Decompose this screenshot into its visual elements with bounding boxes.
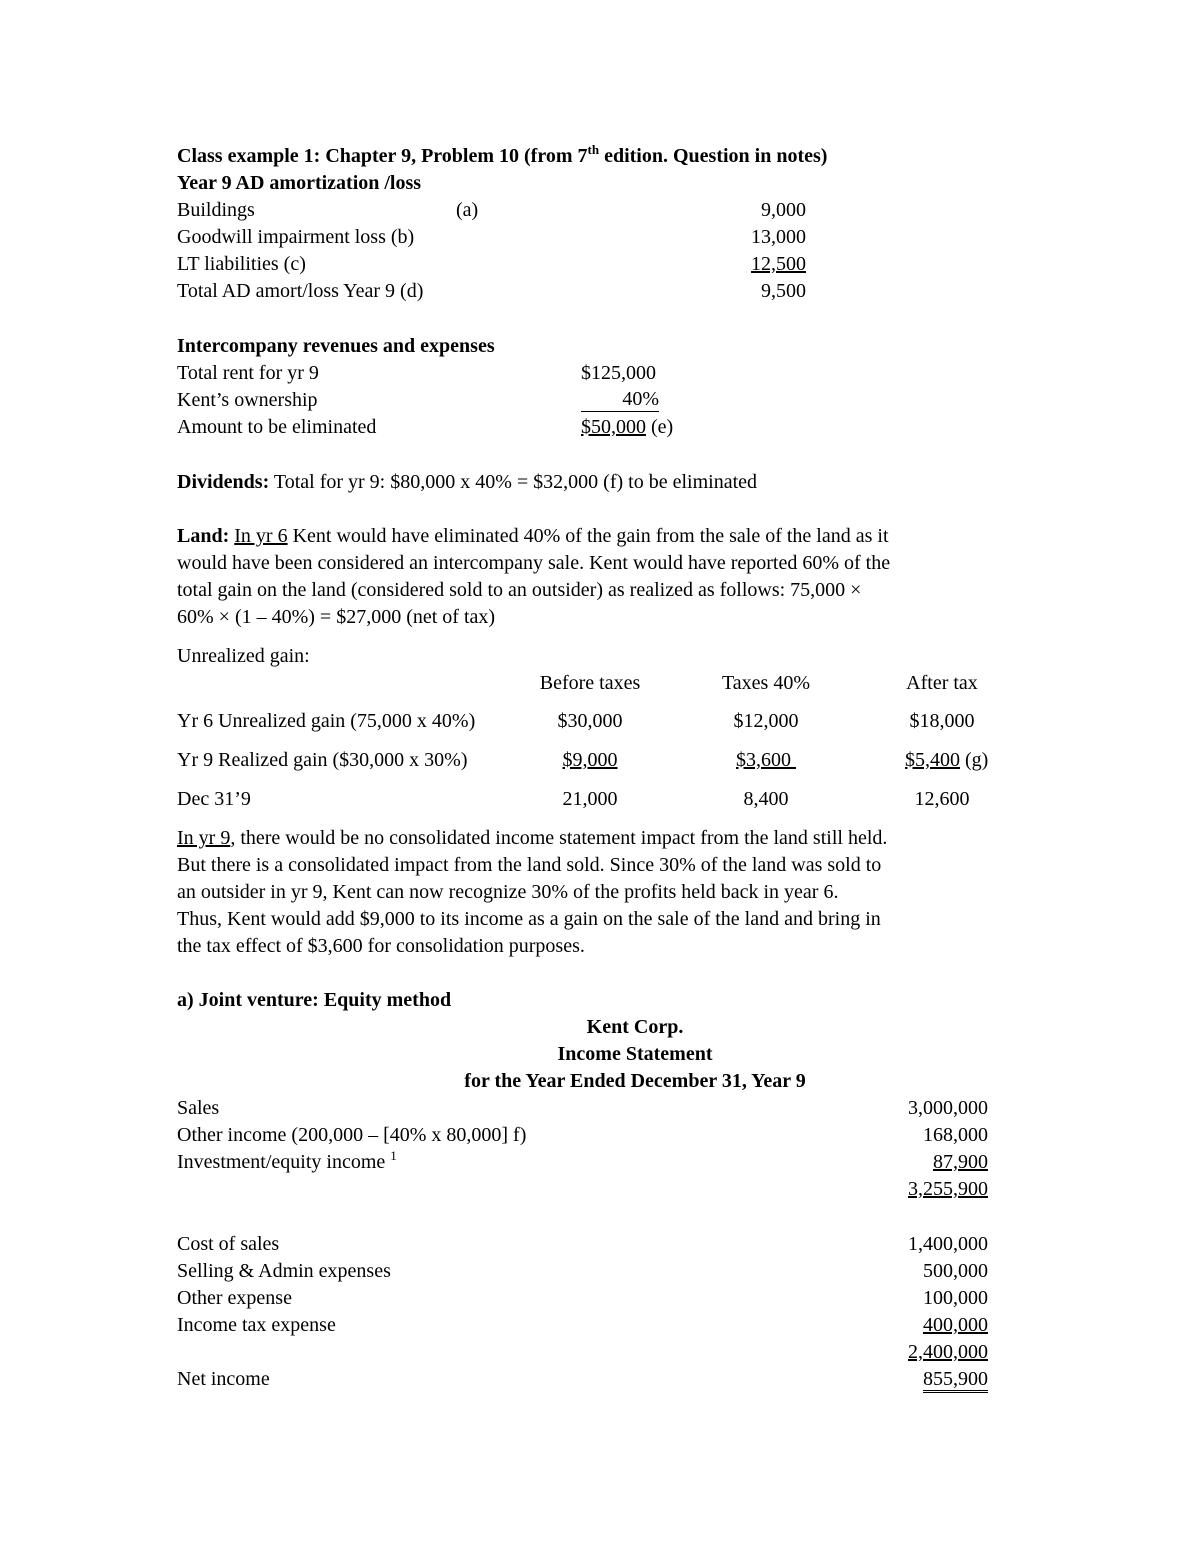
land-paragraph-line-1: Land: In yr 6 Kent would have eliminated 40% of the gain from the sale of the land as it (177, 525, 889, 547)
statement-period: for the Year Ended December 31, Year 9 (464, 1070, 806, 1092)
unrealized-row-dec31-after: 12,600 (914, 788, 970, 810)
column-header-after-tax: After tax (906, 672, 978, 694)
land-paragraph-line-2: would have been considered an intercompany sale. Kent would have reported 60% of the (177, 552, 891, 574)
yr9-paragraph-line-1: In yr 9, there would be no consolidated income statement impact from the land still held. (177, 827, 888, 849)
statement-row-other-expense-label: Other expense (177, 1287, 292, 1309)
unrealized-row-yr6-label: Yr 6 Unrealized gain (75,000 x 40%) (177, 710, 476, 732)
ad-row-goodwill-value: 13,000 (751, 226, 806, 248)
statement-total-revenue: 3,255,900 (908, 1178, 988, 1200)
ad-row-lt-liabilities-label: LT liabilities (c) (177, 253, 306, 275)
unrealized-row-yr9-label: Yr 9 Realized gain ($30,000 x 30%) (177, 749, 468, 771)
statement-total-expenses: 2,400,000 (908, 1341, 988, 1363)
yr9-paragraph-line-5: the tax effect of $3,600 for consolidation purposes. (177, 935, 585, 957)
statement-row-cost-of-sales-label: Cost of sales (177, 1233, 280, 1255)
statement-row-selling-admin-label: Selling & Admin expenses (177, 1260, 391, 1282)
yr9-paragraph-line-3: an outsider in yr 9, Kent can now recognize 30% of the profits held back in year 6. (177, 881, 839, 903)
statement-row-cost-of-sales-value: 1,400,000 (908, 1233, 988, 1255)
intercompany-eliminated-label: Amount to be eliminated (177, 416, 377, 438)
section-heading-ad-amortization: Year 9 AD amortization /loss (177, 172, 422, 194)
column-header-before-taxes: Before taxes (539, 672, 641, 694)
ad-row-total-value: 9,500 (761, 280, 806, 302)
ad-row-lt-liabilities-value: 12,500 (751, 253, 806, 275)
statement-company-name: Kent Corp. (586, 1016, 684, 1038)
dividends-line: Dividends: Total for yr 9: $80,000 x 40% = $32,000 (f) to be eliminated (177, 471, 758, 493)
statement-net-income-value: 855,900 (830, 1367, 988, 1391)
unrealized-row-yr6-after: $18,000 (909, 710, 975, 732)
section-heading-joint-venture: a) Joint venture: Equity method (177, 989, 452, 1011)
unrealized-row-yr9-before: $9,000 (562, 749, 618, 771)
statement-row-equity-income-value: 87,900 (933, 1151, 988, 1173)
ad-row-buildings-label: Buildings (177, 199, 255, 221)
intercompany-rent-label: Total rent for yr 9 (177, 362, 319, 384)
yr9-paragraph-line-2: But there is a consolidated impact from the land sold. Since 30% of the land was sold to (177, 854, 882, 876)
statement-row-other-expense-value: 100,000 (923, 1287, 988, 1309)
statement-row-selling-admin-value: 500,000 (923, 1260, 988, 1282)
unrealized-row-dec31-tax: 8,400 (743, 788, 789, 810)
statement-row-income-tax-value: 400,000 (923, 1314, 988, 1336)
land-paragraph-line-3: total gain on the land (considered sold to an outsider) as realized as follows: 75,000 × (177, 579, 862, 601)
document-title: Class example 1: Chapter 9, Problem 10 (from 7th edition. Question in notes) (177, 142, 828, 167)
unrealized-row-yr9-after: $5,400 (g) (905, 749, 989, 771)
unrealized-gain-label: Unrealized gain: (177, 645, 310, 667)
unrealized-row-yr6-before: $30,000 (557, 710, 623, 732)
unrealized-row-yr9-tax: $3,600 (736, 749, 791, 771)
statement-title: Income Statement (557, 1043, 713, 1065)
statement-row-other-income-value: 168,000 (923, 1124, 988, 1146)
intercompany-ownership-label: Kent’s ownership (177, 389, 318, 411)
statement-row-equity-income-label: Investment/equity income $^1$ (177, 1148, 397, 1173)
ad-row-buildings-tag: (a) (456, 199, 479, 221)
intercompany-rent-value: $125,000 (581, 362, 656, 384)
unrealized-row-dec31-label: Dec 31’9 (177, 788, 251, 810)
statement-row-income-tax-label: Income tax expense (177, 1314, 336, 1336)
unrealized-row-yr6-tax: $12,000 (733, 710, 799, 732)
statement-row-sales-label: Sales (177, 1097, 220, 1119)
section-heading-intercompany: Intercompany revenues and expenses (177, 335, 495, 357)
intercompany-eliminated-value: $50,000 (e) (581, 416, 674, 438)
statement-row-other-income-label: Other income (200,000 – [40% x 80,000] f) (177, 1124, 527, 1146)
intercompany-ownership-value: 40% (581, 388, 659, 412)
ad-row-goodwill-label: Goodwill impairment loss (b) (177, 226, 415, 248)
column-header-taxes: Taxes 40% (721, 672, 811, 694)
ad-row-buildings-value: 9,000 (761, 199, 806, 221)
statement-row-sales-value: 3,000,000 (908, 1097, 988, 1119)
yr9-paragraph-line-4: Thus, Kent would add $9,000 to its income as a gain on the sale of the land and bring in (177, 908, 881, 930)
ad-row-total-label: Total AD amort/loss Year 9 (d) (177, 280, 424, 302)
unrealized-row-dec31-before: 21,000 (562, 788, 618, 810)
statement-net-income-label: Net income (177, 1368, 270, 1390)
land-paragraph-line-4: 60% × (1 – 40%) = $27,000 (net of tax) (177, 606, 496, 628)
